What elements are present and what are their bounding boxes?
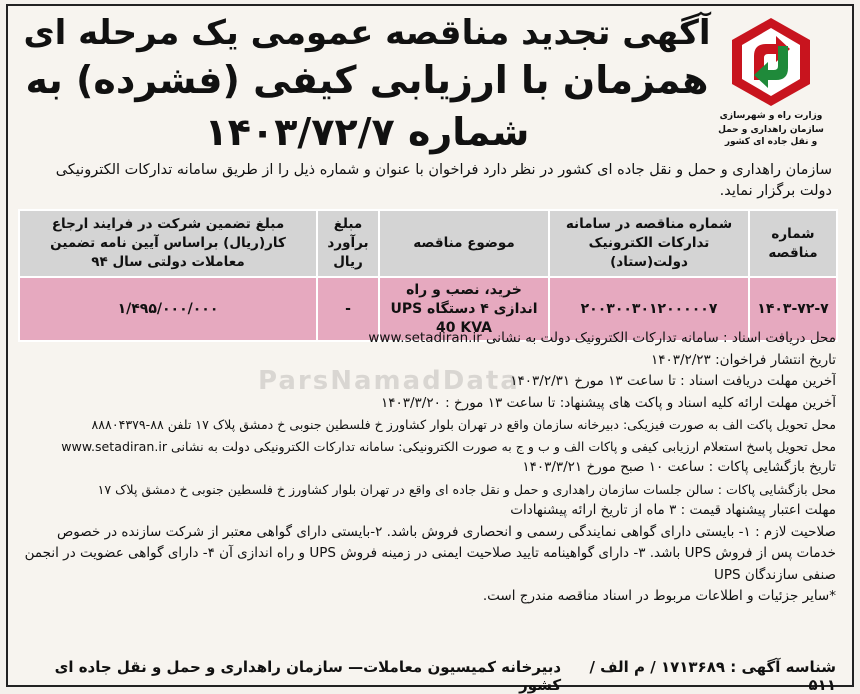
intro-paragraph: سازمان راهداری و حمل و نقل جاده ای کشور در نظر دارد فراخوان با عنوان و شماره ذیل را از طریق سامانه تدارکات الکترونیکی دولت برگزار نماید. — [55, 162, 832, 199]
ministry-name: وزارت راه و شهرسازی — [719, 111, 823, 121]
header-number: شماره مناقصه — [749, 210, 837, 277]
header-subject: موضوع مناقصه — [379, 210, 549, 277]
page-title — [22, 12, 712, 158]
watermark: ParsNamadData — [258, 366, 520, 396]
tender-table — [18, 209, 838, 342]
detail-line: *سایر جزئیات و اطلاعات مربوط در اسناد مناقصه مندرج است. — [482, 588, 836, 604]
header-estimate: مبلغ برآورد ریال — [317, 210, 379, 277]
cell-guarantee: ۱/۴۹۵/۰۰۰/۰۰۰ — [19, 277, 317, 341]
detail-line: محل بازگشایی پاکات : سالن جلسات سازمان راهداری و حمل و نقل جاده ای واقع در تهران بلوار کشاورز خ فلسطین جنوبی خ دمشق پلاک ۱۷ — [97, 481, 836, 497]
detail-line: محل تحویل پاسخ استعلام ارزیابی کیفی و پاکات الف و ب و ج به صورت الکترونیکی: سامانه تدارکات الکترونیکی دولت به نشانی www.setadiran.ir — [61, 438, 836, 454]
detail-qualifications: صلاحیت لازم : ۱- بایستی دارای گواهی نمایندگی رسمی و انحصاری فروش باشد. ۲-بایستی دارای گواهی معتبر از شرکت سازنده در خصوص خدمات پس از فروش UPS باشد. ۳- دارای گواهینامه تایید صلاحیت ایمنی در زمینه فروش UPS و راه اندازی آن ۴- دارای گواهی عضویت در انجمن صنفی سازندگان UPS — [24, 523, 836, 583]
table-header-row — [19, 210, 837, 277]
detail-line: محل دریافت اسناد : سامانه تدارکات الکترونیک دولت به نشانی www.setadiran.ir — [368, 330, 836, 346]
cell-number: ۱۴۰۳-۷۲-۷ — [749, 277, 837, 341]
detail-line: تاریخ بازگشایی پاکات : ساعت ۱۰ صبح مورخ ۱۴۰۳/۳/۲۱ — [522, 459, 836, 475]
footer — [16, 658, 836, 694]
title-line-2: همزمان با ارزیابی کیفی (فشرده) به شماره ۱۴۰۳/۷۲/۷ — [25, 58, 709, 154]
signature: دبیرخانه کمیسیون معاملات— سازمان راهداری و حمل و نقل جاده ای کشور — [54, 658, 562, 694]
detail-line: آخرین مهلت ارائه کلیه اسناد و پاکت های پیشنهاد: تا ساعت ۱۳ مورخ : ۱۴۰۳/۳/۲۰ — [380, 394, 836, 411]
header-system-number: شماره مناقصه در سامانه تدارکات الکترونیک دولت(ستاد) — [549, 210, 749, 277]
cell-estimate: - — [317, 277, 379, 341]
detail-line: تاریخ انتشار فراخوان: ۱۴۰۳/۲/۲۳ — [650, 351, 836, 368]
detail-line: محل تحویل پاکت الف به صورت فیزیکی: دبیرخانه سازمان واقع در تهران بلوار کشاورز خ فلسطین جنوبی خ دمشق پلاک ۱۷ تلفن ۸۸-۸۸۸۰۴۳۷۹ — [91, 417, 836, 432]
title-line-1: آگهی تجدید مناقصه عمومی یک مرحله ای — [23, 13, 711, 53]
header-guarantee: مبلغ تضمین شرکت در فرایند ارجاع کار(ریال) براساس آیین نامه تضمین معاملات دولتی سال ۹۴ — [19, 210, 317, 277]
road-organization-emblem-icon — [730, 16, 812, 108]
ad-id: شناسه آگهی : ۱۷۱۳۶۸۹ / م الف / ۵۱۱ — [589, 658, 836, 694]
detail-line: مهلت اعتبار پیشنهاد قیمت : ۳ ماه از تاریخ ارائه پیشنهادات — [510, 502, 836, 518]
organization-logo — [716, 16, 826, 156]
detail-line: آخرین مهلت دریافت اسناد : تا ساعت ۱۳ مورخ ۱۴۰۳/۲/۳۱ — [510, 373, 836, 389]
cell-subject: خرید، نصب و راه اندازی ۴ دستگاه UPS 40 KVA — [379, 277, 549, 341]
tender-advertisement — [6, 4, 854, 694]
organization-name: سازمان راهداری و حمل و نقل جاده ای کشور — [718, 125, 824, 147]
cell-system-number: ۲۰۰۳۰۰۳۰۱۲۰۰۰۰۰۷ — [549, 277, 749, 341]
